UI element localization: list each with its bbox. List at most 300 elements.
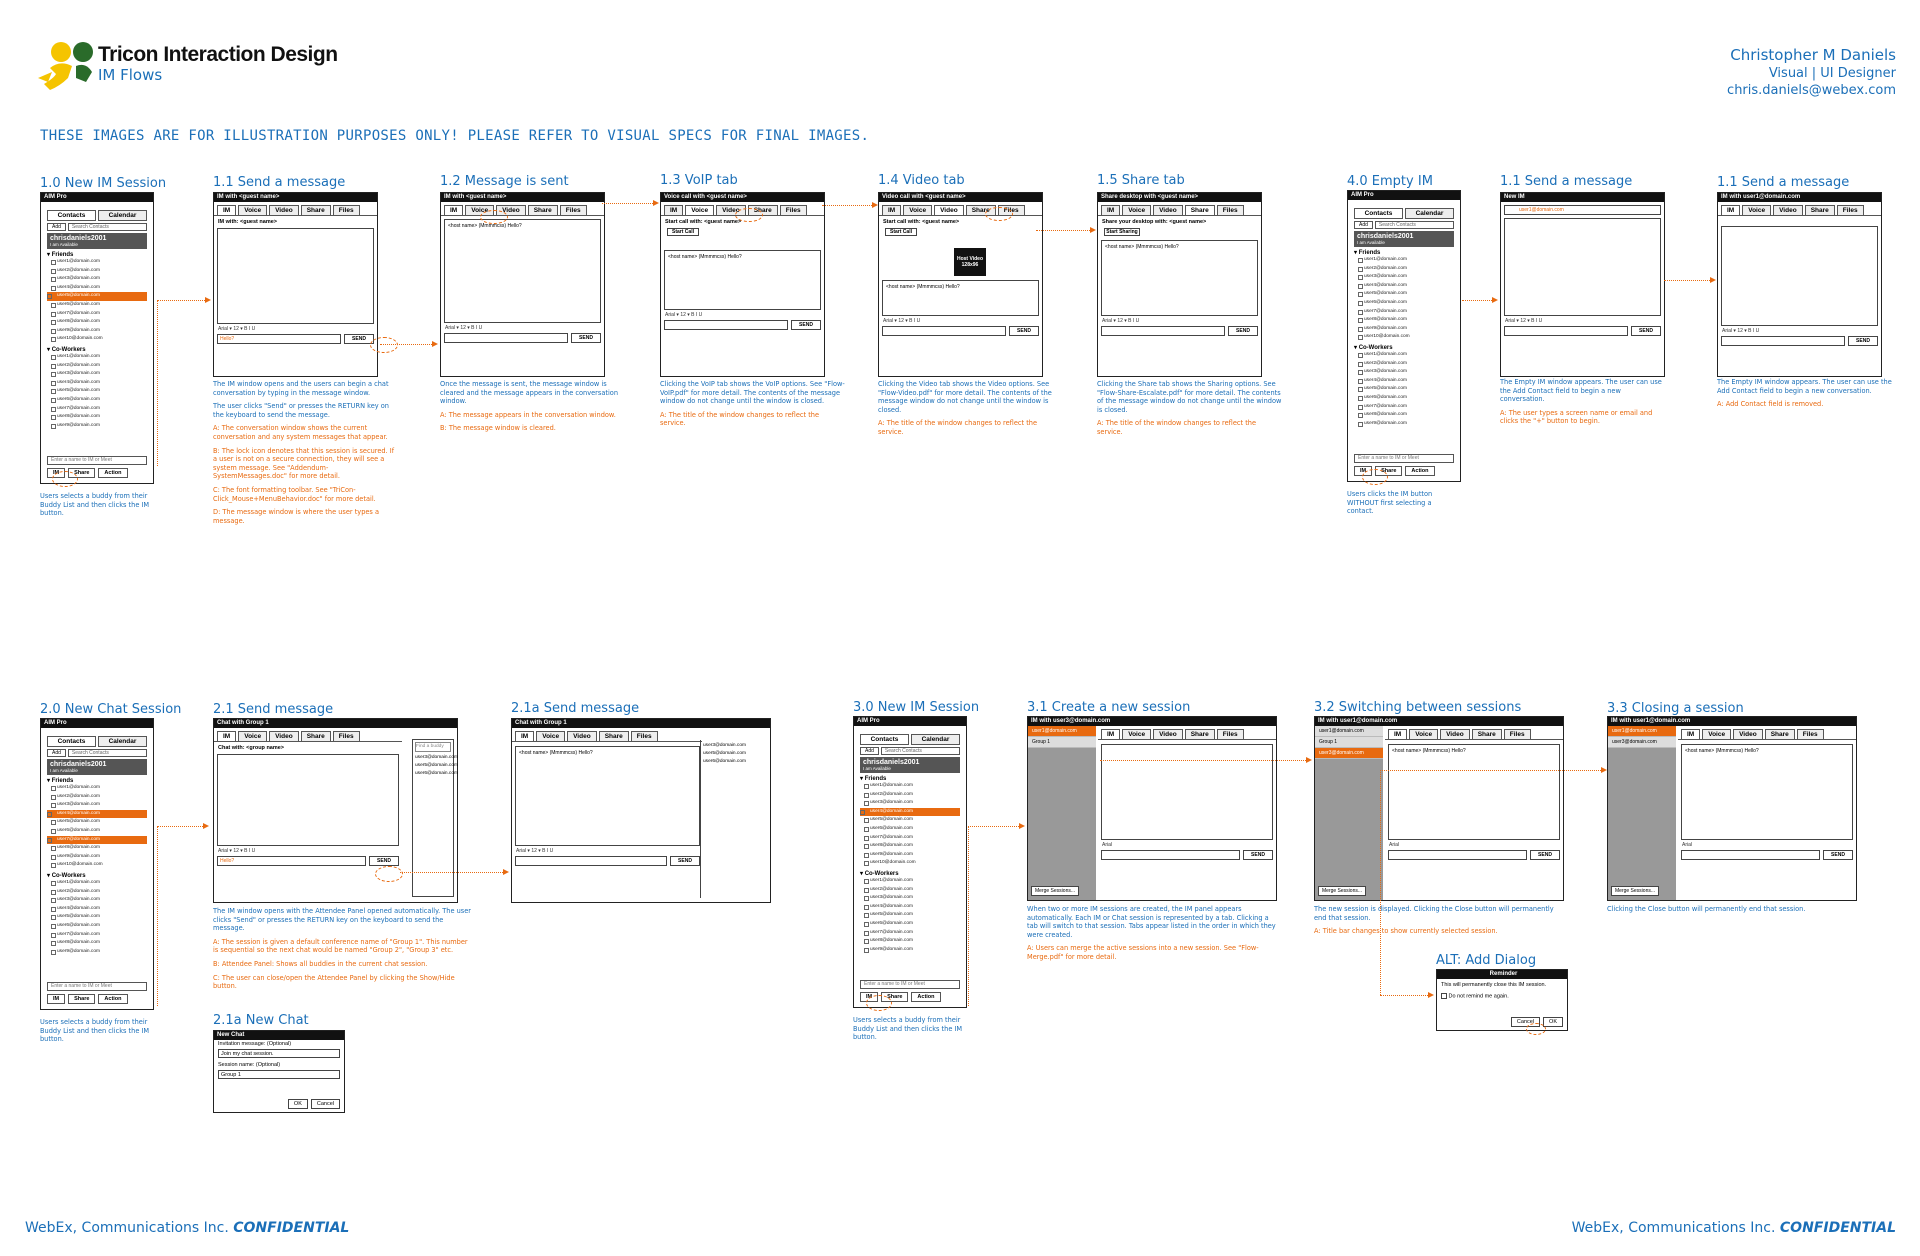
im-button[interactable]: IM bbox=[47, 468, 65, 478]
format-buttons[interactable]: B I U bbox=[244, 326, 256, 332]
conversation-pane bbox=[1388, 744, 1560, 840]
section-title: 2.1a Send message bbox=[511, 701, 640, 716]
buddy-item[interactable]: user4@domain.com bbox=[51, 284, 147, 293]
my-status[interactable] bbox=[47, 759, 147, 775]
add-contact-button[interactable]: Add bbox=[1354, 221, 1373, 229]
start-sharing-button[interactable]: Start Sharing bbox=[1104, 228, 1140, 236]
buddy-item[interactable]: user3@domain.com bbox=[51, 370, 147, 379]
action-button[interactable]: Action bbox=[1405, 466, 1434, 476]
arrow-head-icon bbox=[1306, 757, 1312, 763]
tab-files[interactable]: Files bbox=[1797, 729, 1824, 739]
tab-files[interactable]: Files bbox=[1217, 729, 1244, 739]
buddy-item[interactable]: user4@domain.com bbox=[860, 808, 960, 817]
tab-voice[interactable]: Voice bbox=[903, 205, 932, 215]
attendee-item[interactable]: user3@domain.com bbox=[703, 743, 746, 748]
font-select[interactable]: Arial bbox=[1505, 318, 1516, 324]
merge-sessions-button[interactable]: Merge Sessions... bbox=[1611, 886, 1659, 896]
tab-video[interactable]: Video bbox=[716, 205, 746, 215]
buddy-item[interactable]: user7@domain.com bbox=[51, 405, 147, 414]
step-description bbox=[1314, 905, 1564, 941]
buddy-item[interactable]: user9@domain.com bbox=[51, 948, 147, 957]
message-input[interactable]: Hello? bbox=[217, 856, 366, 866]
tab-share[interactable]: Share bbox=[301, 731, 331, 741]
tab-contacts[interactable]: Contacts bbox=[1354, 208, 1403, 219]
tab-im[interactable]: IM bbox=[217, 205, 236, 215]
action-button[interactable]: Action bbox=[98, 994, 127, 1004]
buddy-item[interactable]: user7@domain.com bbox=[1358, 308, 1454, 317]
buddy-item[interactable]: user10@domain.com bbox=[51, 335, 147, 344]
group-coworkers[interactable]: ▾ Co-Workers bbox=[47, 872, 86, 879]
buddy-search-input[interactable]: Enter a name to IM or Meet bbox=[1354, 454, 1454, 463]
buddy-item[interactable]: user9@domain.com bbox=[51, 422, 147, 431]
buddy-item[interactable]: user9@domain.com bbox=[864, 851, 960, 860]
format-buttons[interactable]: B I U bbox=[691, 312, 703, 318]
buddy-item[interactable]: user7@domain.com bbox=[864, 929, 960, 938]
search-contacts-input[interactable]: Search Contacts bbox=[68, 749, 147, 757]
format-buttons[interactable]: B I U bbox=[244, 848, 256, 854]
font-select[interactable]: Arial bbox=[218, 848, 229, 854]
tab-files[interactable]: Files bbox=[780, 205, 807, 215]
dialog-title-bar: Reminder bbox=[1437, 970, 1567, 979]
size-select[interactable]: 12 bbox=[1117, 318, 1123, 324]
buddy-item[interactable]: user3@domain.com bbox=[51, 801, 147, 810]
tab-video[interactable]: Video bbox=[567, 731, 597, 741]
buddy-item[interactable]: user8@domain.com bbox=[51, 939, 147, 948]
buddy-item[interactable]: user7@domain.com bbox=[51, 931, 147, 940]
font-select[interactable]: Arial bbox=[1722, 328, 1733, 334]
tab-files[interactable]: Files bbox=[1504, 729, 1531, 739]
message-input[interactable] bbox=[1388, 850, 1527, 860]
tab-voice[interactable]: Voice bbox=[1122, 205, 1151, 215]
buddy-item[interactable]: user1@domain.com bbox=[1358, 351, 1454, 360]
author-email[interactable]: chris.daniels@webex.com bbox=[1727, 83, 1896, 98]
buddy-item[interactable]: user8@domain.com bbox=[1358, 316, 1454, 325]
my-screen-name: chrisdaniels2001 bbox=[50, 761, 107, 768]
buddy-item[interactable]: user1@domain.com bbox=[1358, 256, 1454, 265]
tab-im[interactable]: IM bbox=[664, 205, 683, 215]
section-title: 1.5 Share tab bbox=[1097, 173, 1185, 188]
buddy-item[interactable]: user9@domain.com bbox=[51, 853, 147, 862]
tab-im[interactable]: IM bbox=[1681, 729, 1700, 739]
step-description bbox=[440, 380, 625, 438]
session-tab[interactable]: Group 1 bbox=[1315, 737, 1383, 748]
tab-im[interactable]: IM bbox=[217, 731, 236, 741]
tab-calendar[interactable]: Calendar bbox=[1405, 208, 1454, 219]
tab-share[interactable]: Share bbox=[528, 205, 558, 215]
tab-share[interactable]: Share bbox=[1185, 205, 1215, 215]
tab-voice[interactable]: Voice bbox=[1742, 205, 1771, 215]
buddy-item[interactable]: user3@domain.com bbox=[51, 275, 147, 284]
buddy-item[interactable]: user2@domain.com bbox=[51, 362, 147, 371]
send-button[interactable]: SEND bbox=[1631, 326, 1661, 336]
tab-video[interactable]: Video bbox=[1733, 729, 1763, 739]
buddy-item[interactable]: user1@domain.com bbox=[864, 877, 960, 886]
buddy-search-input[interactable]: Enter a name to IM or Meet bbox=[47, 982, 147, 991]
voice-window: Voice call with <guest name> IM Voice Video Share Files Start call with: <guest name> Start Call <host name> (Mmmmcss) Hello? Arial ▾ 12 ▾ B I U SEND bbox=[660, 192, 825, 377]
attendee-item[interactable]: user6@domain.com bbox=[703, 759, 746, 764]
buddy-item[interactable]: user2@domain.com bbox=[1358, 360, 1454, 369]
tab-im[interactable]: IM bbox=[515, 731, 534, 741]
buddy-item[interactable]: user9@domain.com bbox=[1358, 420, 1454, 429]
tab-im[interactable]: IM bbox=[1101, 729, 1120, 739]
tab-share[interactable]: Share bbox=[966, 205, 996, 215]
attendee-item[interactable]: user3@domain.com bbox=[415, 755, 458, 760]
share-button[interactable]: Share bbox=[68, 468, 95, 478]
my-status-text: I am Available bbox=[50, 242, 78, 247]
message-input[interactable] bbox=[1504, 326, 1628, 336]
size-select[interactable]: 12 bbox=[1520, 318, 1526, 324]
send-button[interactable]: SEND bbox=[1228, 326, 1258, 336]
tab-files[interactable]: Files bbox=[998, 205, 1025, 215]
buddy-item[interactable]: user2@domain.com bbox=[51, 793, 147, 802]
message-input[interactable] bbox=[882, 326, 1006, 336]
group-friends[interactable]: ▾ Friends bbox=[47, 252, 74, 258]
im-button[interactable]: IM bbox=[860, 992, 878, 1002]
format-buttons[interactable]: B I U bbox=[471, 325, 483, 331]
start-call-button[interactable]: Start Call bbox=[667, 228, 699, 236]
tab-contacts[interactable]: Contacts bbox=[860, 734, 909, 745]
my-status[interactable] bbox=[47, 233, 147, 249]
tab-video[interactable]: Video bbox=[269, 731, 299, 741]
tab-files[interactable]: Files bbox=[333, 205, 360, 215]
format-buttons[interactable]: B I U bbox=[542, 848, 554, 854]
size-select[interactable]: 12 bbox=[233, 848, 239, 854]
buddy-item[interactable]: user6@domain.com bbox=[864, 825, 960, 834]
session-main bbox=[1098, 726, 1276, 900]
conversation-pane bbox=[1101, 744, 1273, 840]
tab-calendar[interactable]: Calendar bbox=[98, 736, 147, 747]
message-input[interactable] bbox=[1681, 850, 1820, 860]
format-buttons[interactable]: B I U bbox=[909, 318, 921, 324]
buddy-item[interactable]: user2@domain.com bbox=[864, 791, 960, 800]
connector bbox=[157, 300, 209, 301]
tab-contacts[interactable]: Contacts bbox=[47, 736, 96, 747]
buddy-item[interactable]: user7@domain.com bbox=[1358, 403, 1454, 412]
im-button[interactable]: IM bbox=[47, 994, 65, 1004]
share-button[interactable]: Share bbox=[881, 992, 908, 1002]
buddy-item[interactable]: user7@domain.com bbox=[47, 836, 147, 845]
buddy-item[interactable]: user1@domain.com bbox=[51, 258, 147, 267]
buddy-item[interactable]: user7@domain.com bbox=[51, 310, 147, 319]
buddy-item[interactable]: user1@domain.com bbox=[864, 782, 960, 791]
tab-im[interactable]: IM bbox=[1388, 729, 1407, 739]
cancel-button[interactable]: Cancel bbox=[1511, 1017, 1540, 1027]
tab-video[interactable]: Video bbox=[1153, 205, 1183, 215]
tab-voice[interactable]: Voice bbox=[685, 205, 714, 215]
tab-video[interactable]: Video bbox=[1440, 729, 1470, 739]
buddy-item[interactable]: user6@domain.com bbox=[51, 827, 147, 836]
buddy-item[interactable]: user3@domain.com bbox=[864, 894, 960, 903]
buddy-item[interactable]: user9@domain.com bbox=[864, 946, 960, 955]
format-toolbar[interactable]: Arial bbox=[1682, 842, 1693, 848]
my-screen-name: chrisdaniels2001 bbox=[863, 759, 920, 766]
buddy-item[interactable]: user6@domain.com bbox=[51, 396, 147, 405]
tab-files[interactable]: Files bbox=[333, 731, 360, 741]
buddy-item[interactable]: user1@domain.com bbox=[51, 784, 147, 793]
group-coworkers[interactable]: ▾ Co-Workers bbox=[1354, 344, 1393, 351]
share-button[interactable]: Share bbox=[1375, 466, 1402, 476]
tab-im[interactable]: IM bbox=[882, 205, 901, 215]
size-select[interactable]: 12 bbox=[531, 848, 537, 854]
tab-calendar[interactable]: Calendar bbox=[911, 734, 960, 745]
format-buttons[interactable]: B I U bbox=[1748, 328, 1760, 334]
my-status[interactable] bbox=[1354, 231, 1454, 247]
font-select[interactable]: Arial bbox=[218, 326, 229, 332]
tab-files[interactable]: Files bbox=[631, 731, 658, 741]
tab-share[interactable]: Share bbox=[1805, 205, 1835, 215]
format-toolbar[interactable]: Arial bbox=[1102, 842, 1113, 848]
send-button[interactable]: SEND bbox=[1848, 336, 1878, 346]
buddy-item[interactable]: user8@domain.com bbox=[51, 318, 147, 327]
buddy-item[interactable]: user2@domain.com bbox=[864, 886, 960, 895]
doc-subtitle: IM Flows bbox=[98, 66, 163, 84]
ok-button[interactable]: OK bbox=[1543, 1017, 1563, 1027]
buddy-search-input[interactable]: Enter a name to IM or Meet bbox=[860, 980, 960, 989]
buddy-item[interactable]: user5@domain.com bbox=[1358, 385, 1454, 394]
buddy-item[interactable]: user4@domain.com bbox=[51, 379, 147, 388]
invitation-label: Invitation message: (Optional) bbox=[218, 1041, 292, 1047]
buddy-item[interactable]: user3@domain.com bbox=[51, 896, 147, 905]
buddy-item[interactable]: user4@domain.com bbox=[51, 905, 147, 914]
find-buddy-input[interactable]: Find a buddy bbox=[415, 742, 451, 752]
buddy-item[interactable]: user5@domain.com bbox=[864, 911, 960, 920]
buddy-list-window bbox=[40, 718, 154, 1010]
font-select[interactable]: Arial bbox=[665, 312, 676, 318]
message-input[interactable] bbox=[1101, 326, 1225, 336]
send-button[interactable]: SEND bbox=[791, 320, 821, 330]
guest-name: <guest name> bbox=[240, 219, 277, 225]
description-paragraph: D: The message window is where the user types a message. bbox=[213, 508, 380, 525]
buddy-item[interactable]: user5@domain.com bbox=[51, 913, 147, 922]
send-button[interactable]: SEND bbox=[571, 333, 601, 343]
session-tab[interactable]: user1@domain.com bbox=[1315, 726, 1383, 737]
buddy-item[interactable]: user5@domain.com bbox=[51, 387, 147, 396]
session-tab[interactable]: user1@domain.com bbox=[1608, 726, 1676, 737]
format-buttons[interactable]: B I U bbox=[1128, 318, 1140, 324]
group-friends[interactable]: ▾ Friends bbox=[1354, 250, 1381, 256]
search-contacts-input[interactable]: Search Contacts bbox=[881, 747, 960, 755]
size-select[interactable]: 12 bbox=[898, 318, 904, 324]
im-button[interactable]: IM bbox=[1354, 466, 1372, 476]
tab-video[interactable]: Video bbox=[496, 205, 526, 215]
tab-voice[interactable]: Voice bbox=[1122, 729, 1151, 739]
buddy-item[interactable]: user8@domain.com bbox=[864, 937, 960, 946]
buddy-item[interactable]: user8@domain.com bbox=[864, 842, 960, 851]
step-description bbox=[1097, 380, 1282, 442]
connector bbox=[157, 826, 158, 1006]
size-select[interactable]: 12 bbox=[680, 312, 686, 318]
session-tab[interactable]: user3@domain.com bbox=[1315, 748, 1383, 759]
session-tabs bbox=[1098, 726, 1276, 740]
ok-button[interactable]: OK bbox=[288, 1099, 308, 1109]
message-input[interactable] bbox=[1101, 850, 1240, 860]
buddy-item[interactable]: user4@domain.com bbox=[1358, 377, 1454, 386]
tab-share[interactable]: Share bbox=[748, 205, 778, 215]
buddy-item[interactable]: user1@domain.com bbox=[51, 353, 147, 362]
tab-voice[interactable]: Voice bbox=[1409, 729, 1438, 739]
size-select[interactable]: 12 bbox=[460, 325, 466, 331]
tab-voice[interactable]: Voice bbox=[536, 731, 565, 741]
message-input[interactable] bbox=[444, 333, 568, 343]
buddy-item[interactable]: user9@domain.com bbox=[51, 327, 147, 336]
tab-share[interactable]: Share bbox=[301, 205, 331, 215]
tab-share[interactable]: Share bbox=[1185, 729, 1215, 739]
message-input[interactable]: Hello? bbox=[217, 334, 341, 344]
action-button[interactable]: Action bbox=[98, 468, 127, 478]
group-coworkers[interactable]: ▾ Co-Workers bbox=[47, 346, 86, 353]
message-input[interactable] bbox=[1721, 336, 1845, 346]
buddy-item[interactable]: user6@domain.com bbox=[1358, 394, 1454, 403]
buddy-item[interactable]: user5@domain.com bbox=[51, 818, 147, 827]
buddy-item[interactable]: user4@domain.com bbox=[1358, 282, 1454, 291]
buddy-item[interactable]: user8@domain.com bbox=[51, 844, 147, 853]
merge-sessions-button[interactable]: Merge Sessions... bbox=[1318, 886, 1366, 896]
buddy-item[interactable]: user3@domain.com bbox=[864, 799, 960, 808]
buddy-item[interactable]: user6@domain.com bbox=[51, 922, 147, 931]
buddy-item[interactable]: user6@domain.com bbox=[51, 301, 147, 310]
tab-files[interactable]: Files bbox=[560, 205, 587, 215]
tab-contacts[interactable]: Contacts bbox=[47, 210, 96, 221]
session-panel bbox=[1608, 726, 1676, 900]
search-contacts-input[interactable]: Search Contacts bbox=[68, 223, 147, 231]
conversation-pane bbox=[444, 219, 601, 323]
buddy-item[interactable]: user6@domain.com bbox=[1358, 299, 1454, 308]
group-friends[interactable]: ▾ Friends bbox=[860, 776, 887, 782]
format-toolbar[interactable]: Arial bbox=[1389, 842, 1400, 848]
attendee-item[interactable]: user6@domain.com bbox=[415, 771, 458, 776]
merge-sessions-button[interactable]: Merge Sessions... bbox=[1031, 886, 1079, 896]
input-row bbox=[1101, 850, 1273, 860]
tab-video[interactable]: Video bbox=[269, 205, 299, 215]
send-button[interactable]: SEND bbox=[670, 856, 700, 866]
action-button[interactable]: Action bbox=[911, 992, 940, 1002]
buddy-item[interactable]: user10@domain.com bbox=[864, 859, 960, 868]
send-button[interactable]: SEND bbox=[1009, 326, 1039, 336]
add-contact-button[interactable]: Add bbox=[860, 747, 879, 755]
description-paragraph: Clicking the Share tab shows the Sharing options. See "Flow-Share-Escalate.pdf" for more detail. The contents of the message window do not change until the window is closed. bbox=[1097, 380, 1282, 414]
description-paragraph: B: The lock icon denotes that this session is secured. If a user is not on a secure connection, they will see a system message. See "Addendum-SystemMessages.doc" for more detail. bbox=[213, 446, 395, 481]
buddy-item[interactable]: user2@domain.com bbox=[51, 267, 147, 276]
tab-voice[interactable]: Voice bbox=[238, 731, 267, 741]
tab-share[interactable]: Share bbox=[599, 731, 629, 741]
session-tab[interactable]: user3@domain.com bbox=[1608, 737, 1676, 748]
tab-im[interactable]: IM bbox=[1721, 205, 1740, 215]
session-name-input[interactable]: Group 1 bbox=[218, 1070, 340, 1079]
session-tab[interactable]: Group 1 bbox=[1028, 737, 1096, 748]
tab-video[interactable]: Video bbox=[1153, 729, 1183, 739]
multi-session-window bbox=[1027, 716, 1277, 901]
tab-video[interactable]: Video bbox=[1773, 205, 1803, 215]
arrow-head-icon bbox=[1710, 277, 1716, 283]
font-select[interactable]: Arial bbox=[516, 848, 527, 854]
tab-voice[interactable]: Voice bbox=[1702, 729, 1731, 739]
description-paragraph: Once the message is sent, the message window is cleared and the message appears in the conversation window. bbox=[440, 380, 618, 406]
share-button[interactable]: Share bbox=[68, 994, 95, 1004]
send-button[interactable]: SEND bbox=[1823, 850, 1853, 860]
invitation-input[interactable]: Join my chat session. bbox=[218, 1049, 340, 1058]
buddy-item[interactable]: user5@domain.com bbox=[1358, 290, 1454, 299]
session-tab[interactable]: user1@domain.com bbox=[1028, 726, 1096, 737]
chat-window: Chat with Group 1 IM Voice Video Share Files <host name> (Mmmmcss) Hello? Arial ▾ 12 ▾ B I U SEND bbox=[511, 718, 771, 903]
buddy-item[interactable]: user3@domain.com bbox=[1358, 368, 1454, 377]
highlight-marker bbox=[1362, 469, 1388, 485]
tab-im[interactable]: IM bbox=[1101, 205, 1120, 215]
send-button[interactable]: SEND bbox=[344, 334, 374, 344]
guest-name: <guest name> bbox=[922, 219, 960, 225]
search-contacts-input[interactable]: Search Contacts bbox=[1375, 221, 1454, 229]
tab-files[interactable]: Files bbox=[1217, 205, 1244, 215]
highlight-marker bbox=[1526, 1023, 1546, 1035]
buddy-item[interactable]: user4@domain.com bbox=[864, 903, 960, 912]
add-contact-button[interactable]: Add bbox=[47, 223, 66, 231]
start-call-button[interactable]: Start Call bbox=[885, 228, 917, 236]
size-select[interactable]: 12 bbox=[233, 326, 239, 332]
tab-share[interactable]: Share bbox=[1472, 729, 1502, 739]
message-input[interactable] bbox=[664, 320, 788, 330]
buddy-item[interactable]: user5@domain.com bbox=[47, 292, 147, 301]
cancel-button[interactable]: Cancel bbox=[311, 1099, 340, 1109]
add-contact-button[interactable]: Add bbox=[47, 749, 66, 757]
tab-share[interactable]: Share bbox=[1765, 729, 1795, 739]
buddy-item[interactable]: user2@domain.com bbox=[51, 888, 147, 897]
tab-video[interactable]: Video bbox=[934, 205, 964, 215]
checkbox-icon[interactable] bbox=[1441, 993, 1447, 999]
buddy-item[interactable]: user9@domain.com bbox=[1358, 325, 1454, 334]
my-status[interactable] bbox=[860, 757, 960, 773]
format-buttons[interactable]: B I U bbox=[1531, 318, 1543, 324]
add-contact-field[interactable]: user1@domain.com bbox=[1504, 205, 1661, 215]
font-select[interactable]: Arial bbox=[445, 325, 456, 331]
group-coworkers[interactable]: ▾ Co-Workers bbox=[860, 870, 899, 877]
section-title: 1.0 New IM Session bbox=[40, 176, 167, 191]
message-input[interactable] bbox=[515, 856, 667, 866]
buddy-item[interactable]: user8@domain.com bbox=[51, 413, 147, 422]
buddy-item[interactable]: user6@domain.com bbox=[864, 920, 960, 929]
font-select[interactable]: Arial bbox=[1102, 318, 1113, 324]
arrow-head-icon bbox=[203, 823, 209, 829]
buddy-item[interactable]: user2@domain.com bbox=[1358, 265, 1454, 274]
font-select[interactable]: Arial bbox=[883, 318, 894, 324]
tab-calendar[interactable]: Calendar bbox=[98, 210, 147, 221]
step-description bbox=[213, 380, 398, 530]
send-button[interactable]: SEND bbox=[369, 856, 399, 866]
buddy-item[interactable]: user10@domain.com bbox=[51, 861, 147, 870]
tab-voice[interactable]: Voice bbox=[238, 205, 267, 215]
arrow-head-icon bbox=[1019, 823, 1025, 829]
send-button[interactable]: SEND bbox=[1243, 850, 1273, 860]
group-friends[interactable]: ▾ Friends bbox=[47, 778, 74, 784]
window-title-bar: IM with <guest name> bbox=[214, 193, 377, 202]
host-message: <host name> (Mmmmcss) Hello? bbox=[1685, 748, 1759, 754]
buddy-item[interactable]: user5@domain.com bbox=[864, 816, 960, 825]
buddy-item[interactable]: user4@domain.com bbox=[47, 810, 147, 819]
session-main bbox=[1385, 726, 1563, 900]
buddy-item[interactable]: user8@domain.com bbox=[1358, 411, 1454, 420]
tab-im[interactable]: IM bbox=[444, 205, 463, 215]
contact-toolbar bbox=[860, 747, 960, 755]
size-select[interactable]: 12 bbox=[1737, 328, 1743, 334]
buddy-item[interactable]: user7@domain.com bbox=[864, 834, 960, 843]
tab-files[interactable]: Files bbox=[1837, 205, 1864, 215]
attendee-item[interactable]: user5@domain.com bbox=[415, 763, 458, 768]
buddy-item[interactable]: user3@domain.com bbox=[1358, 273, 1454, 282]
attendee-item[interactable]: user5@domain.com bbox=[703, 751, 746, 756]
buddy-item[interactable]: user10@domain.com bbox=[1358, 333, 1454, 342]
send-button[interactable]: SEND bbox=[1530, 850, 1560, 860]
buddy-search-input[interactable]: Enter a name to IM or Meet bbox=[47, 456, 147, 465]
tab-voice[interactable]: Voice bbox=[465, 205, 494, 215]
buddy-item[interactable]: user1@domain.com bbox=[51, 879, 147, 888]
